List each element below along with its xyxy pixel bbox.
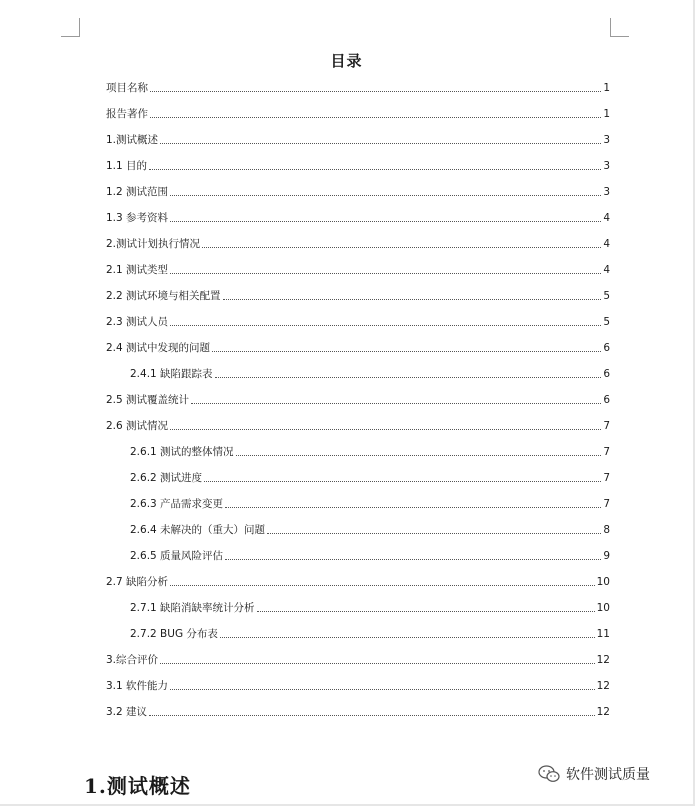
toc-entry-label: 2.6.4 未解决的（重大）问题 (130, 524, 266, 536)
toc-leader (170, 221, 601, 222)
toc-leader (267, 533, 601, 534)
toc-entry-label: 2.4.1 缺陷跟踪表 (130, 368, 213, 380)
toc-leader (149, 715, 595, 716)
toc-entry-page: 6 (603, 342, 610, 354)
toc-entry[interactable] (106, 259, 610, 277)
toc-entry-page: 1 (603, 108, 610, 120)
toc-entry-page: 12 (596, 680, 610, 692)
toc-entry-page: 6 (603, 368, 610, 380)
toc-leader (170, 429, 601, 430)
toc-entry-page: 7 (603, 420, 610, 432)
toc-leader (225, 507, 601, 508)
toc-entry-page: 3 (603, 186, 610, 198)
toc-entry[interactable] (106, 155, 610, 173)
toc-entry[interactable] (106, 675, 610, 693)
toc-entry[interactable] (106, 649, 610, 667)
toc-entry[interactable] (106, 77, 610, 95)
toc-entry-label: 2.7 缺陷分析 (106, 576, 169, 588)
toc-leader (257, 611, 595, 612)
toc-leader (170, 325, 601, 326)
toc-entry-label: 2.6.3 产品需求变更 (130, 498, 224, 510)
crop-mark-top-left (61, 18, 80, 37)
toc-entry-page: 5 (603, 316, 610, 328)
toc-entry[interactable] (130, 363, 610, 381)
toc-entry-label: 1.测试概述 (106, 134, 159, 146)
toc-leader (160, 143, 601, 144)
toc-entry[interactable] (106, 311, 610, 329)
toc-entry-label: 2.7.1 缺陷消缺率统计分析 (130, 602, 255, 614)
toc-entry-label: 2.6 测试情况 (106, 420, 169, 432)
toc-entry[interactable] (106, 129, 610, 147)
toc-leader (202, 247, 601, 248)
toc-entry-label: 3.2 建议 (106, 706, 148, 718)
watermark (538, 764, 650, 784)
toc-entry-label: 3.综合评价 (106, 654, 159, 666)
toc-entry-page: 8 (603, 524, 610, 536)
watermark-text: 软件测试质量 (566, 767, 650, 783)
toc-entry-label: 2.1 测试类型 (106, 264, 169, 276)
section-heading: 1.测试概述 (84, 774, 191, 798)
toc-leader (170, 585, 595, 586)
wechat-icon (538, 765, 560, 783)
toc-leader (150, 117, 601, 118)
toc-leader (223, 299, 602, 300)
toc-leader (225, 559, 601, 560)
toc-entry[interactable] (130, 545, 610, 563)
toc-entry-label: 2.5 测试覆盖统计 (106, 394, 190, 406)
toc-entry[interactable] (130, 597, 610, 615)
toc-entry-page: 4 (603, 238, 610, 250)
toc-entry-label: 2.4 测试中发现的问题 (106, 342, 211, 354)
toc-entry[interactable] (106, 207, 610, 225)
toc-entry-page: 5 (603, 290, 610, 302)
toc-leader (170, 273, 601, 274)
toc-entry[interactable] (106, 285, 610, 303)
toc-entry-page: 12 (596, 654, 610, 666)
toc-entry[interactable] (130, 623, 610, 641)
toc-entry-label: 2.6.5 质量风险评估 (130, 550, 224, 562)
toc-entry[interactable] (130, 493, 610, 511)
toc-leader (150, 91, 601, 92)
toc-entry-page: 3 (603, 134, 610, 146)
toc-entry[interactable] (106, 233, 610, 251)
toc-entry[interactable] (106, 103, 610, 121)
toc-entry-label: 2.3 测试人员 (106, 316, 169, 328)
toc-entry-label: 项目名称 (106, 82, 148, 94)
toc-entry[interactable] (130, 441, 610, 459)
toc-entry[interactable] (106, 337, 610, 355)
toc-entry-label: 1.1 目的 (106, 160, 148, 172)
toc-entry-label: 报告著作 (106, 108, 148, 120)
toc-entry[interactable] (106, 181, 610, 199)
toc-entry-page: 1 (603, 82, 610, 94)
crop-mark-top-right (610, 18, 629, 37)
toc-leader (170, 195, 601, 196)
toc-entry-label: 2.测试计划执行情况 (106, 238, 201, 250)
toc-entry-page: 10 (596, 602, 610, 614)
toc-entry-page: 4 (603, 212, 610, 224)
toc-entry-page: 7 (603, 498, 610, 510)
toc-entry-page: 9 (603, 550, 610, 562)
toc-entry[interactable] (106, 389, 610, 407)
toc-leader (212, 351, 601, 352)
toc-entry[interactable] (130, 519, 610, 537)
toc-entry-page: 7 (603, 446, 610, 458)
toc-entry-page: 4 (603, 264, 610, 276)
toc-leader (204, 481, 601, 482)
toc-entry-label: 2.7.2 BUG 分布表 (130, 628, 218, 640)
toc-leader (236, 455, 602, 456)
toc-entry[interactable] (106, 701, 610, 719)
toc-leader (160, 663, 595, 664)
toc-leader (191, 403, 601, 404)
toc-title: 目录 (330, 52, 363, 70)
toc-entry[interactable] (130, 467, 610, 485)
toc-leader (149, 169, 601, 170)
toc-entry[interactable] (106, 571, 610, 589)
toc-leader (170, 689, 595, 690)
toc-entry-page: 11 (596, 628, 610, 640)
toc-entry-page: 10 (596, 576, 610, 588)
toc-entry-page: 3 (603, 160, 610, 172)
toc-entry-label: 2.6.1 测试的整体情况 (130, 446, 234, 458)
toc-entry-page: 6 (603, 394, 610, 406)
toc-entry[interactable] (106, 415, 610, 433)
toc-entry-label: 3.1 软件能力 (106, 680, 169, 692)
toc-entry-page: 12 (596, 706, 610, 718)
toc-entry-label: 1.2 测试范围 (106, 186, 169, 198)
toc-entry-label: 2.6.2 测试进度 (130, 472, 203, 484)
toc-entry-label: 2.2 测试环境与相关配置 (106, 290, 221, 302)
toc-entry-page: 7 (603, 472, 610, 484)
toc-leader (215, 377, 602, 378)
toc-entry-label: 1.3 参考资料 (106, 212, 169, 224)
toc-leader (220, 637, 595, 638)
